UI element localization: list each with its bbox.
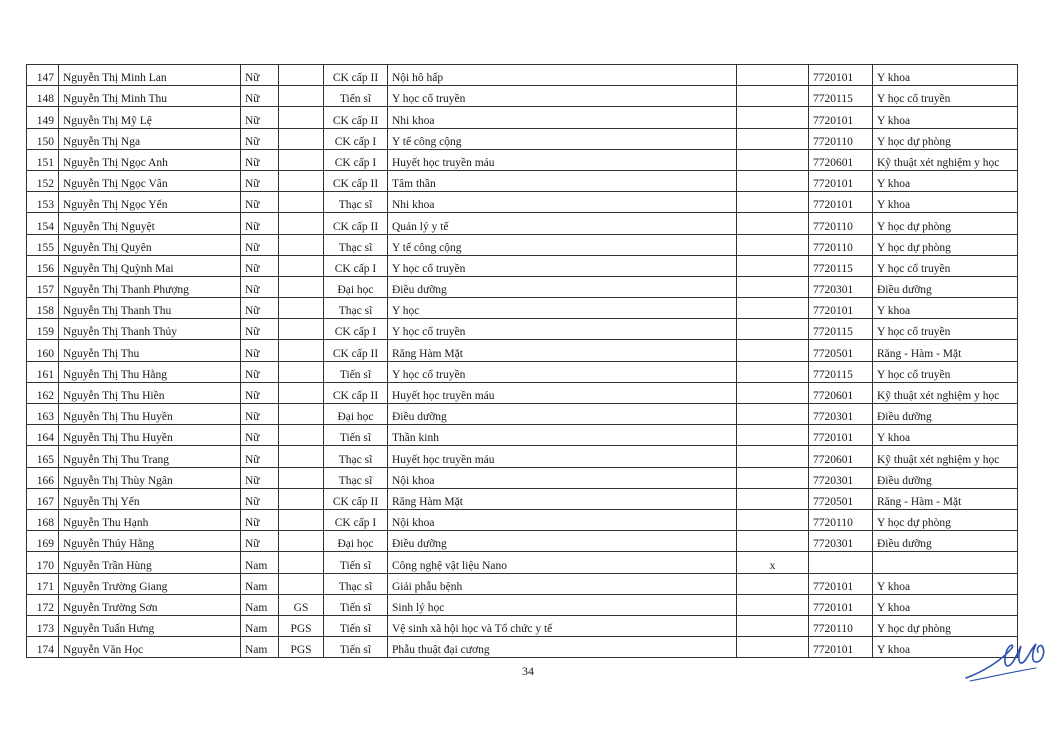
specialty-cell: Nhi khoa — [388, 107, 737, 128]
program-code-cell: 7720301 — [809, 404, 873, 425]
staff-name-cell: Nguyễn Văn Học — [59, 637, 241, 658]
academic-title-cell — [279, 531, 324, 552]
table-row — [27, 531, 1018, 552]
row-number-cell: 161 — [27, 361, 59, 382]
row-number-cell: 164 — [27, 425, 59, 446]
table-row — [27, 425, 1018, 446]
program-name-cell: Kỹ thuật xét nghiệm y học — [873, 382, 1018, 403]
row-number-cell: 149 — [27, 107, 59, 128]
table-row — [27, 340, 1018, 361]
degree-cell: CK cấp II — [324, 340, 388, 361]
staff-name-cell: Nguyễn Thị Quỳnh Mai — [59, 255, 241, 276]
academic-title-cell: PGS — [279, 615, 324, 636]
staff-name-cell: Nguyễn Trường Sơn — [59, 594, 241, 615]
program-code-cell: 7720601 — [809, 382, 873, 403]
mark-cell — [737, 637, 809, 658]
table-row — [27, 637, 1018, 658]
row-number-cell: 154 — [27, 213, 59, 234]
mark-cell — [737, 361, 809, 382]
academic-title-cell — [279, 340, 324, 361]
staff-name-cell: Nguyễn Thúy Hằng — [59, 531, 241, 552]
row-number-cell: 153 — [27, 192, 59, 213]
specialty-cell: Nội khoa — [388, 467, 737, 488]
row-number-cell: 167 — [27, 488, 59, 509]
specialty-cell: Y tế công cộng — [388, 234, 737, 255]
program-name-cell: Y khoa — [873, 192, 1018, 213]
program-name-cell — [873, 552, 1018, 573]
specialty-cell: Sinh lý học — [388, 594, 737, 615]
degree-cell: CK cấp II — [324, 382, 388, 403]
program-code-cell: 7720110 — [809, 213, 873, 234]
program-name-cell: Y học cổ truyền — [873, 319, 1018, 340]
staff-name-cell: Nguyễn Tuấn Hưng — [59, 615, 241, 636]
row-number-cell: 147 — [27, 65, 59, 86]
mark-cell — [737, 509, 809, 530]
mark-cell: x — [737, 552, 809, 573]
table-row — [27, 446, 1018, 467]
program-name-cell: Y khoa — [873, 637, 1018, 658]
degree-cell: CK cấp II — [324, 213, 388, 234]
program-code-cell: 7720110 — [809, 128, 873, 149]
program-code-cell: 7720101 — [809, 65, 873, 86]
table-row — [27, 467, 1018, 488]
degree-cell: Đại học — [324, 276, 388, 297]
mark-cell — [737, 192, 809, 213]
gender-cell: Nữ — [241, 531, 279, 552]
academic-title-cell — [279, 128, 324, 149]
program-name-cell: Điều dưỡng — [873, 404, 1018, 425]
staff-name-cell: Nguyễn Thị Thùy Ngân — [59, 467, 241, 488]
mark-cell — [737, 573, 809, 594]
degree-cell: Thạc sĩ — [324, 234, 388, 255]
specialty-cell: Phẫu thuật đại cương — [388, 637, 737, 658]
table-row — [27, 488, 1018, 509]
gender-cell: Nữ — [241, 192, 279, 213]
row-number-cell: 148 — [27, 86, 59, 107]
degree-cell: CK cấp I — [324, 509, 388, 530]
program-code-cell: 7720115 — [809, 319, 873, 340]
program-name-cell: Y khoa — [873, 425, 1018, 446]
degree-cell: CK cấp II — [324, 488, 388, 509]
academic-title-cell — [279, 319, 324, 340]
gender-cell: Nữ — [241, 86, 279, 107]
degree-cell: Đại học — [324, 531, 388, 552]
mark-cell — [737, 488, 809, 509]
table-row — [27, 615, 1018, 636]
mark-cell — [737, 276, 809, 297]
table-row — [27, 149, 1018, 170]
specialty-cell: Vệ sinh xã hội học và Tổ chức y tế — [388, 615, 737, 636]
program-name-cell: Điều dưỡng — [873, 467, 1018, 488]
specialty-cell: Răng Hàm Mặt — [388, 340, 737, 361]
row-number-cell: 172 — [27, 594, 59, 615]
degree-cell: CK cấp I — [324, 319, 388, 340]
gender-cell: Nữ — [241, 488, 279, 509]
specialty-cell: Điều dưỡng — [388, 276, 737, 297]
program-name-cell: Kỹ thuật xét nghiệm y học — [873, 149, 1018, 170]
staff-name-cell: Nguyễn Thị Quyên — [59, 234, 241, 255]
program-code-cell: 7720101 — [809, 425, 873, 446]
program-name-cell: Y học cổ truyền — [873, 86, 1018, 107]
table-row — [27, 509, 1018, 530]
degree-cell: Tiến sĩ — [324, 361, 388, 382]
degree-cell: Thạc sĩ — [324, 192, 388, 213]
staff-name-cell: Nguyễn Trường Giang — [59, 573, 241, 594]
row-number-cell: 158 — [27, 298, 59, 319]
gender-cell: Nữ — [241, 382, 279, 403]
program-name-cell: Y học cổ truyền — [873, 255, 1018, 276]
mark-cell — [737, 170, 809, 191]
row-number-cell: 162 — [27, 382, 59, 403]
specialty-cell: Thần kinh — [388, 425, 737, 446]
specialty-cell: Huyết học truyền máu — [388, 446, 737, 467]
program-code-cell — [809, 552, 873, 573]
academic-title-cell — [279, 404, 324, 425]
academic-title-cell — [279, 552, 324, 573]
program-name-cell: Điều dưỡng — [873, 276, 1018, 297]
degree-cell: Thạc sĩ — [324, 446, 388, 467]
program-code-cell: 7720110 — [809, 615, 873, 636]
staff-name-cell: Nguyễn Trần Hùng — [59, 552, 241, 573]
academic-title-cell — [279, 573, 324, 594]
staff-name-cell: Nguyễn Thị Thu Huyền — [59, 425, 241, 446]
staff-name-cell: Nguyễn Thu Hạnh — [59, 509, 241, 530]
academic-title-cell — [279, 255, 324, 276]
gender-cell: Nam — [241, 615, 279, 636]
academic-title-cell — [279, 298, 324, 319]
table-row — [27, 404, 1018, 425]
program-code-cell: 7720115 — [809, 255, 873, 276]
specialty-cell: Huyết học truyền máu — [388, 382, 737, 403]
gender-cell: Nữ — [241, 107, 279, 128]
staff-name-cell: Nguyễn Thị Thu Hiền — [59, 382, 241, 403]
degree-cell: CK cấp II — [324, 65, 388, 86]
table-row — [27, 361, 1018, 382]
mark-cell — [737, 234, 809, 255]
mark-cell — [737, 615, 809, 636]
specialty-cell: Nội khoa — [388, 509, 737, 530]
degree-cell: Thạc sĩ — [324, 573, 388, 594]
row-number-cell: 157 — [27, 276, 59, 297]
degree-cell: Tiến sĩ — [324, 86, 388, 107]
table-row — [27, 192, 1018, 213]
mark-cell — [737, 340, 809, 361]
staff-name-cell: Nguyễn Thị Thu Hằng — [59, 361, 241, 382]
staff-name-cell: Nguyễn Thị Mỹ Lệ — [59, 107, 241, 128]
academic-title-cell — [279, 234, 324, 255]
staff-name-cell: Nguyễn Thị Thu — [59, 340, 241, 361]
row-number-cell: 156 — [27, 255, 59, 276]
program-code-cell: 7720301 — [809, 467, 873, 488]
gender-cell: Nữ — [241, 404, 279, 425]
academic-title-cell — [279, 361, 324, 382]
degree-cell: CK cấp I — [324, 149, 388, 170]
staff-name-cell: Nguyễn Thị Thu Trang — [59, 446, 241, 467]
mark-cell — [737, 298, 809, 319]
gender-cell: Nữ — [241, 509, 279, 530]
program-name-cell: Y học dự phòng — [873, 234, 1018, 255]
program-code-cell: 7720601 — [809, 149, 873, 170]
gender-cell: Nam — [241, 637, 279, 658]
row-number-cell: 165 — [27, 446, 59, 467]
staff-name-cell: Nguyễn Thị Yến — [59, 488, 241, 509]
program-name-cell: Y khoa — [873, 298, 1018, 319]
specialty-cell: Răng Hàm Mặt — [388, 488, 737, 509]
staff-name-cell: Nguyễn Thị Thanh Thủy — [59, 319, 241, 340]
specialty-cell: Y học cổ truyền — [388, 255, 737, 276]
academic-title-cell — [279, 213, 324, 234]
program-name-cell: Y học dự phòng — [873, 128, 1018, 149]
staff-name-cell: Nguyễn Thị Thanh Thu — [59, 298, 241, 319]
table-row — [27, 552, 1018, 573]
mark-cell — [737, 446, 809, 467]
specialty-cell: Huyết học truyền máu — [388, 149, 737, 170]
table-row — [27, 382, 1018, 403]
table-row — [27, 234, 1018, 255]
degree-cell: Đại học — [324, 404, 388, 425]
academic-title-cell — [279, 192, 324, 213]
program-code-cell: 7720101 — [809, 298, 873, 319]
gender-cell: Nữ — [241, 340, 279, 361]
specialty-cell: Điều dưỡng — [388, 531, 737, 552]
program-name-cell: Y học cổ truyền — [873, 361, 1018, 382]
specialty-cell: Điều dưỡng — [388, 404, 737, 425]
gender-cell: Nữ — [241, 213, 279, 234]
specialty-cell: Y học cổ truyền — [388, 86, 737, 107]
program-name-cell: Răng - Hàm - Mặt — [873, 340, 1018, 361]
gender-cell: Nữ — [241, 128, 279, 149]
degree-cell: CK cấp I — [324, 128, 388, 149]
academic-title-cell — [279, 276, 324, 297]
program-code-cell: 7720110 — [809, 509, 873, 530]
row-number-cell: 163 — [27, 404, 59, 425]
specialty-cell: Nội hô hấp — [388, 65, 737, 86]
mark-cell — [737, 319, 809, 340]
program-name-cell: Y học dự phòng — [873, 509, 1018, 530]
row-number-cell: 151 — [27, 149, 59, 170]
specialty-cell: Công nghệ vật liệu Nano — [388, 552, 737, 573]
program-name-cell: Kỹ thuật xét nghiệm y học — [873, 446, 1018, 467]
degree-cell: Tiến sĩ — [324, 615, 388, 636]
mark-cell — [737, 149, 809, 170]
table-row — [27, 276, 1018, 297]
table-row — [27, 128, 1018, 149]
table-row — [27, 594, 1018, 615]
staff-name-cell: Nguyễn Thị Minh Lan — [59, 65, 241, 86]
gender-cell: Nữ — [241, 446, 279, 467]
gender-cell: Nữ — [241, 425, 279, 446]
staff-name-cell: Nguyễn Thị Minh Thu — [59, 86, 241, 107]
table-row — [27, 319, 1018, 340]
program-name-cell: Điều dưỡng — [873, 531, 1018, 552]
degree-cell: Tiến sĩ — [324, 637, 388, 658]
degree-cell: Tiến sĩ — [324, 425, 388, 446]
gender-cell: Nữ — [241, 319, 279, 340]
program-code-cell: 7720101 — [809, 573, 873, 594]
specialty-cell: Giải phẫu bệnh — [388, 573, 737, 594]
academic-title-cell — [279, 107, 324, 128]
row-number-cell: 160 — [27, 340, 59, 361]
row-number-cell: 150 — [27, 128, 59, 149]
academic-title-cell — [279, 467, 324, 488]
specialty-cell: Y học cổ truyền — [388, 319, 737, 340]
row-number-cell: 159 — [27, 319, 59, 340]
table-row — [27, 107, 1018, 128]
staff-name-cell: Nguyễn Thị Ngọc Anh — [59, 149, 241, 170]
program-code-cell: 7720115 — [809, 361, 873, 382]
degree-cell: Thạc sĩ — [324, 298, 388, 319]
program-code-cell: 7720301 — [809, 276, 873, 297]
gender-cell: Nữ — [241, 276, 279, 297]
specialty-cell: Y học cổ truyền — [388, 361, 737, 382]
academic-title-cell — [279, 382, 324, 403]
specialty-cell: Quản lý y tế — [388, 213, 737, 234]
staff-name-cell: Nguyễn Thị Nguyệt — [59, 213, 241, 234]
table-row — [27, 65, 1018, 86]
program-code-cell: 7720501 — [809, 340, 873, 361]
specialty-cell: Nhi khoa — [388, 192, 737, 213]
row-number-cell: 169 — [27, 531, 59, 552]
specialty-cell: Tâm thần — [388, 170, 737, 191]
gender-cell: Nữ — [241, 255, 279, 276]
gender-cell: Nữ — [241, 361, 279, 382]
row-number-cell: 168 — [27, 509, 59, 530]
program-code-cell: 7720101 — [809, 170, 873, 191]
mark-cell — [737, 404, 809, 425]
row-number-cell: 171 — [27, 573, 59, 594]
program-name-cell: Y khoa — [873, 573, 1018, 594]
gender-cell: Nam — [241, 573, 279, 594]
program-code-cell: 7720101 — [809, 192, 873, 213]
row-number-cell: 170 — [27, 552, 59, 573]
signature-icon — [960, 632, 1050, 684]
program-name-cell: Y khoa — [873, 594, 1018, 615]
program-code-cell: 7720115 — [809, 86, 873, 107]
table-row — [27, 255, 1018, 276]
gender-cell: Nữ — [241, 234, 279, 255]
academic-title-cell — [279, 488, 324, 509]
table-row — [27, 170, 1018, 191]
row-number-cell: 173 — [27, 615, 59, 636]
table-row — [27, 298, 1018, 319]
program-code-cell: 7720101 — [809, 637, 873, 658]
table-row — [27, 213, 1018, 234]
degree-cell: CK cấp II — [324, 170, 388, 191]
staff-table — [26, 64, 1018, 658]
mark-cell — [737, 382, 809, 403]
degree-cell: CK cấp I — [324, 255, 388, 276]
staff-name-cell: Nguyễn Thị Nga — [59, 128, 241, 149]
program-name-cell: Y khoa — [873, 65, 1018, 86]
staff-name-cell: Nguyễn Thị Ngọc Yến — [59, 192, 241, 213]
academic-title-cell — [279, 446, 324, 467]
program-code-cell: 7720101 — [809, 594, 873, 615]
degree-cell: Thạc sĩ — [324, 467, 388, 488]
table-row — [27, 573, 1018, 594]
table-row — [27, 86, 1018, 107]
degree-cell: Tiến sĩ — [324, 594, 388, 615]
gender-cell: Nữ — [241, 170, 279, 191]
program-code-cell: 7720110 — [809, 234, 873, 255]
program-name-cell: Răng - Hàm - Mặt — [873, 488, 1018, 509]
academic-title-cell — [279, 425, 324, 446]
mark-cell — [737, 86, 809, 107]
staff-name-cell: Nguyễn Thị Thu Huyền — [59, 404, 241, 425]
specialty-cell: Y tế công cộng — [388, 128, 737, 149]
mark-cell — [737, 531, 809, 552]
program-name-cell: Y khoa — [873, 107, 1018, 128]
academic-title-cell: GS — [279, 594, 324, 615]
academic-title-cell — [279, 149, 324, 170]
academic-title-cell — [279, 86, 324, 107]
program-name-cell: Y học dự phòng — [873, 615, 1018, 636]
gender-cell: Nữ — [241, 149, 279, 170]
mark-cell — [737, 128, 809, 149]
specialty-cell: Y học — [388, 298, 737, 319]
row-number-cell: 152 — [27, 170, 59, 191]
gender-cell: Nữ — [241, 467, 279, 488]
row-number-cell: 155 — [27, 234, 59, 255]
program-name-cell: Y khoa — [873, 170, 1018, 191]
academic-title-cell — [279, 509, 324, 530]
mark-cell — [737, 65, 809, 86]
page-number: 34 — [522, 664, 534, 678]
program-code-cell: 7720601 — [809, 446, 873, 467]
mark-cell — [737, 594, 809, 615]
degree-cell: CK cấp II — [324, 107, 388, 128]
mark-cell — [737, 425, 809, 446]
staff-name-cell: Nguyễn Thị Ngọc Vân — [59, 170, 241, 191]
program-code-cell: 7720101 — [809, 107, 873, 128]
degree-cell: Tiến sĩ — [324, 552, 388, 573]
row-number-cell: 166 — [27, 467, 59, 488]
gender-cell: Nam — [241, 594, 279, 615]
program-code-cell: 7720301 — [809, 531, 873, 552]
gender-cell: Nữ — [241, 65, 279, 86]
mark-cell — [737, 107, 809, 128]
mark-cell — [737, 255, 809, 276]
mark-cell — [737, 213, 809, 234]
academic-title-cell — [279, 65, 324, 86]
gender-cell: Nam — [241, 552, 279, 573]
mark-cell — [737, 467, 809, 488]
academic-title-cell — [279, 170, 324, 191]
staff-name-cell: Nguyễn Thị Thanh Phượng — [59, 276, 241, 297]
program-name-cell: Y học dự phòng — [873, 213, 1018, 234]
row-number-cell: 174 — [27, 637, 59, 658]
program-code-cell: 7720501 — [809, 488, 873, 509]
gender-cell: Nữ — [241, 298, 279, 319]
academic-title-cell: PGS — [279, 637, 324, 658]
